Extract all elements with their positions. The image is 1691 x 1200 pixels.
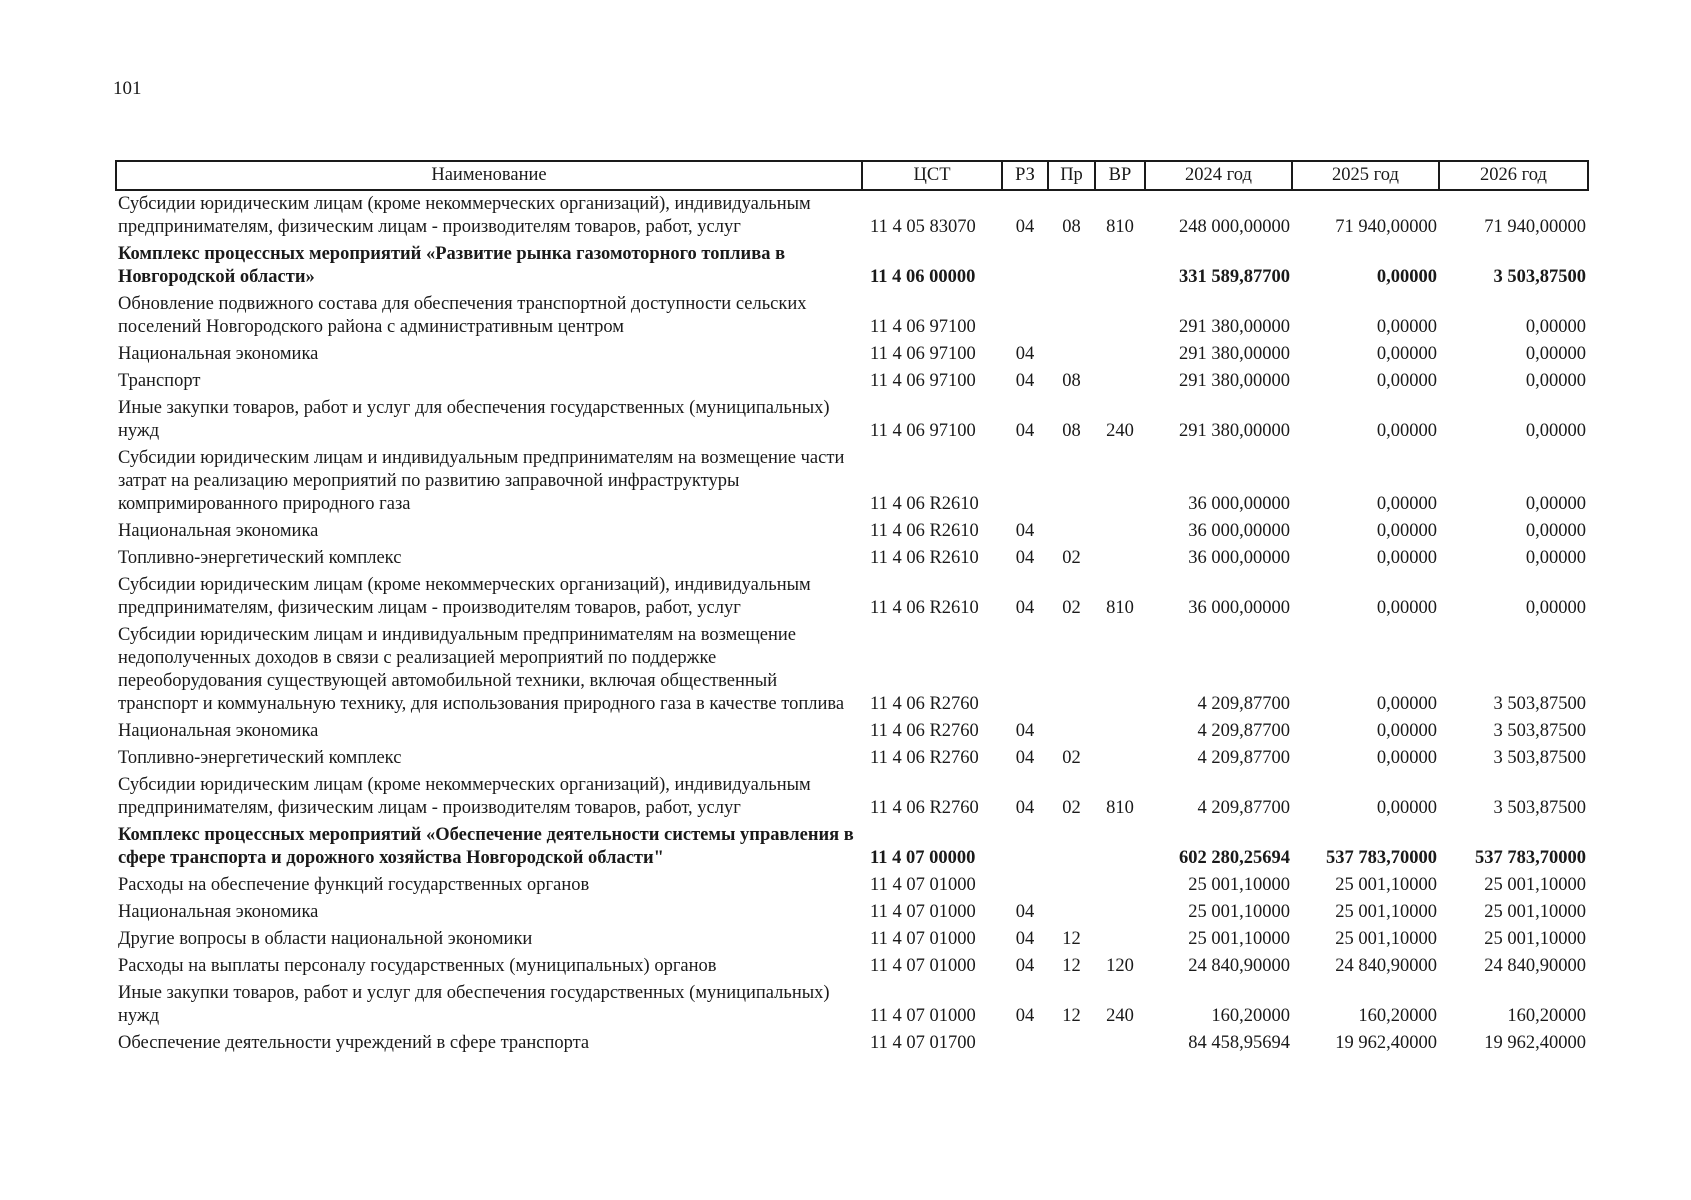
cell-pr: 02 [1062,548,1081,568]
cell-2026: 0,00000 [1525,548,1586,568]
cell-cst: 11 4 06 97100 [870,317,976,337]
cell-2026: 3 503,87500 [1493,721,1586,741]
cell-2024: 4 209,87700 [1197,694,1290,714]
cell-2025: 537 783,70000 [1326,848,1437,868]
table-row [116,926,1588,953]
cell-2024: 36 000,00000 [1188,598,1290,618]
cell-2025: 0,00000 [1376,748,1437,768]
cell-cst: 11 4 06 97100 [870,371,976,391]
cell-pr [1048,518,1095,545]
cell-cst: 11 4 06 R2610 [870,598,979,618]
table-row [116,899,1588,926]
cell-rz: 04 [1015,721,1035,741]
cell-2026: 0,00000 [1525,317,1586,337]
cell-2024: 291 380,00000 [1179,344,1290,364]
cell-cst: 11 4 06 R2760 [870,694,979,714]
cell-vr [1095,545,1145,572]
cell-rz: 04 [1015,371,1035,391]
header-vr: ВР [1095,161,1145,190]
cell-cst: 11 4 06 R2610 [870,494,979,514]
table-row [116,190,1588,241]
budget-table [115,160,1589,1057]
table-row [116,822,1588,872]
cell-2026: 160,20000 [1507,1006,1586,1026]
table-row [116,572,1588,622]
header-rz: РЗ [1002,161,1048,190]
cell-rz [1002,241,1048,291]
cell-2026: 24 840,90000 [1484,956,1586,976]
cell-vr: 240 [1106,421,1134,441]
cell-2025: 0,00000 [1376,598,1437,618]
cell-2025: 25 001,10000 [1335,875,1437,895]
cell-cst: 11 4 07 01000 [870,956,976,976]
cell-cst: 11 4 05 83070 [870,217,976,237]
cell-cst: 11 4 07 01000 [870,902,976,922]
cell-pr: 12 [1062,956,1081,976]
cell-name: Транспорт [118,371,201,391]
cell-rz: 04 [1015,1006,1035,1026]
cell-2026: 0,00000 [1525,521,1586,541]
cell-2026: 3 503,87500 [1493,748,1586,768]
cell-vr [1095,518,1145,545]
cell-rz: 04 [1015,521,1035,541]
cell-2025: 0,00000 [1376,521,1437,541]
cell-pr [1048,899,1095,926]
cell-vr [1095,718,1145,745]
cell-name: Комплекс процессных мероприятий «Обеспечение деятельности системы управления в сфере транспорта и дорожного хозяйства Новгородской области" [118,825,854,868]
cell-cst: 11 4 06 R2760 [870,721,979,741]
header-name: Наименование [116,161,862,190]
cell-2024: 36 000,00000 [1188,548,1290,568]
cell-name: Субсидии юридическим лицам (кроме некоммерческих организаций), индивидуальным предпринимателям, физическим лицам - производителям товаров, работ, услуг [118,575,811,618]
table-row [116,1030,1588,1057]
cell-rz: 04 [1015,798,1035,818]
table-row [116,745,1588,772]
cell-2025: 0,00000 [1376,721,1437,741]
cell-pr: 02 [1062,748,1081,768]
cell-2025: 24 840,90000 [1335,956,1437,976]
header-pr: Пр [1048,161,1095,190]
cell-name: Расходы на обеспечение функций государственных органов [118,875,590,895]
cell-2026: 71 940,00000 [1484,217,1586,237]
cell-rz [1002,291,1048,341]
cell-2025: 0,00000 [1376,798,1437,818]
cell-vr [1095,341,1145,368]
cell-2026: 0,00000 [1525,598,1586,618]
cell-2025: 0,00000 [1376,344,1437,364]
cell-2025: 0,00000 [1376,494,1437,514]
cell-vr: 120 [1106,956,1134,976]
table-row [116,872,1588,899]
cell-2026: 25 001,10000 [1484,902,1586,922]
cell-vr [1095,899,1145,926]
cell-2026: 3 503,87500 [1493,267,1586,287]
cell-2026: 537 783,70000 [1475,848,1586,868]
cell-rz: 04 [1015,929,1035,949]
cell-2024: 25 001,10000 [1188,929,1290,949]
cell-cst: 11 4 06 R2610 [870,548,979,568]
table-row [116,395,1588,445]
cell-pr: 08 [1062,371,1081,391]
cell-2026: 3 503,87500 [1493,798,1586,818]
cell-2024: 291 380,00000 [1179,421,1290,441]
table-row [116,445,1588,518]
cell-2026: 3 503,87500 [1493,694,1586,714]
cell-cst: 11 4 07 01000 [870,1006,976,1026]
cell-rz [1002,872,1048,899]
cell-2025: 19 962,40000 [1335,1033,1437,1053]
cell-vr [1095,622,1145,718]
header-2026: 2026 год [1439,161,1588,190]
cell-name: Обновление подвижного состава для обеспечения транспортной доступности сельских поселений Новгородского района с административным центром [118,294,807,337]
cell-2026: 0,00000 [1525,344,1586,364]
cell-rz [1002,822,1048,872]
cell-name: Обеспечение деятельности учреждений в сфере транспорта [118,1033,590,1053]
cell-rz: 04 [1015,344,1035,364]
table-header-row [116,161,1588,190]
cell-pr: 08 [1062,421,1081,441]
cell-2025: 25 001,10000 [1335,902,1437,922]
cell-2026: 0,00000 [1525,371,1586,391]
cell-vr [1095,368,1145,395]
table-row [116,772,1588,822]
cell-name: Субсидии юридическим лицам (кроме некоммерческих организаций), индивидуальным предпринимателям, физическим лицам - производителям товаров, работ, услуг [118,775,811,818]
cell-2024: 160,20000 [1211,1006,1290,1026]
cell-pr: 12 [1062,929,1081,949]
cell-rz: 04 [1015,598,1035,618]
cell-name: Топливно-энергетический комплекс [118,548,402,568]
cell-2024: 602 280,25694 [1179,848,1290,868]
cell-rz: 04 [1015,217,1035,237]
cell-2025: 0,00000 [1376,421,1437,441]
cell-name: Национальная экономика [118,902,319,922]
cell-2025: 0,00000 [1376,694,1437,714]
cell-2026: 0,00000 [1525,421,1586,441]
cell-rz [1002,445,1048,518]
cell-vr: 810 [1106,798,1134,818]
cell-vr [1095,822,1145,872]
cell-2024: 4 209,87700 [1197,721,1290,741]
cell-2025: 25 001,10000 [1335,929,1437,949]
cell-vr: 810 [1106,217,1134,237]
cell-2024: 24 840,90000 [1188,956,1290,976]
cell-2024: 291 380,00000 [1179,317,1290,337]
cell-cst: 11 4 07 01700 [870,1033,976,1053]
cell-2024: 25 001,10000 [1188,875,1290,895]
cell-2024: 36 000,00000 [1188,494,1290,514]
header-2025: 2025 год [1292,161,1439,190]
cell-cst: 11 4 06 97100 [870,344,976,364]
cell-pr [1048,341,1095,368]
cell-cst: 11 4 06 R2610 [870,521,979,541]
cell-rz [1002,622,1048,718]
header-2024: 2024 год [1145,161,1292,190]
table-row [116,291,1588,341]
cell-2024: 291 380,00000 [1179,371,1290,391]
cell-cst: 11 4 06 R2760 [870,798,979,818]
cell-2024: 36 000,00000 [1188,521,1290,541]
cell-name: Расходы на выплаты персоналу государственных (муниципальных) органов [118,956,717,976]
cell-2024: 4 209,87700 [1197,748,1290,768]
cell-rz: 04 [1015,421,1035,441]
cell-rz: 04 [1015,548,1035,568]
cell-cst: 11 4 06 97100 [870,421,976,441]
cell-pr: 02 [1062,598,1081,618]
cell-name: Иные закупки товаров, работ и услуг для обеспечения государственных (муниципальных) нужд [118,398,830,441]
cell-2024: 84 458,95694 [1188,1033,1290,1053]
cell-vr: 810 [1106,598,1134,618]
cell-name: Субсидии юридическим лицам (кроме некоммерческих организаций), индивидуальным предпринимателям, физическим лицам - производителям товаров, работ, услуг [118,194,811,237]
table-row [116,518,1588,545]
cell-cst: 11 4 07 01000 [870,929,976,949]
cell-name: Национальная экономика [118,721,319,741]
cell-2024: 331 589,87700 [1179,267,1290,287]
cell-2025: 0,00000 [1376,371,1437,391]
cell-rz: 04 [1015,956,1035,976]
cell-name: Иные закупки товаров, работ и услуг для обеспечения государственных (муниципальных) нужд [118,983,830,1026]
cell-name: Комплекс процессных мероприятий «Развитие рынка газомоторного топлива в Новгородской области» [118,244,786,287]
cell-vr [1095,241,1145,291]
table-row [116,980,1588,1030]
cell-pr [1048,445,1095,518]
table-row [116,241,1588,291]
cell-2024: 248 000,00000 [1179,217,1290,237]
cell-rz: 04 [1015,902,1035,922]
table-row [116,341,1588,368]
cell-cst: 11 4 06 00000 [870,267,976,287]
cell-name: Субсидии юридическим лицам и индивидуальным предпринимателям на возмещение части затрат на реализацию мероприятий по развитию заправочной инфраструктуры компримированного природного газа [118,448,845,514]
cell-2024: 25 001,10000 [1188,902,1290,922]
cell-name: Другие вопросы в области национальной экономики [118,929,533,949]
table-row [116,622,1588,718]
cell-2025: 0,00000 [1376,317,1437,337]
cell-2025: 0,00000 [1376,548,1437,568]
cell-vr [1095,872,1145,899]
cell-pr: 12 [1062,1006,1081,1026]
table-row [116,953,1588,980]
cell-rz: 04 [1015,748,1035,768]
cell-pr [1048,291,1095,341]
cell-vr [1095,291,1145,341]
cell-2025: 71 940,00000 [1335,217,1437,237]
cell-vr [1095,926,1145,953]
cell-2025: 160,20000 [1358,1006,1437,1026]
cell-pr [1048,718,1095,745]
cell-vr: 240 [1106,1006,1134,1026]
table-row [116,545,1588,572]
cell-name: Субсидии юридическим лицам и индивидуальным предпринимателям на возмещение недополученных доходов в связи с реализацией мероприятий по поддержке переоборудования существующей автомобильной техники, включая общественный транспорт и коммунальную технику, для использования природного газа в качестве топлива [118,625,845,714]
cell-vr [1095,445,1145,518]
cell-2025: 0,00000 [1376,267,1437,287]
cell-cst: 11 4 07 00000 [870,848,976,868]
cell-name: Топливно-энергетический комплекс [118,748,402,768]
cell-pr [1048,872,1095,899]
cell-2026: 25 001,10000 [1484,875,1586,895]
cell-name: Национальная экономика [118,521,319,541]
cell-2026: 19 962,40000 [1484,1033,1586,1053]
cell-pr [1048,1030,1095,1057]
cell-pr [1048,622,1095,718]
cell-pr: 08 [1062,217,1081,237]
cell-vr [1095,1030,1145,1057]
cell-vr [1095,745,1145,772]
cell-name: Национальная экономика [118,344,319,364]
table-row [116,368,1588,395]
cell-2024: 4 209,87700 [1197,798,1290,818]
table-row [116,718,1588,745]
page-number: 101 [113,78,142,99]
cell-cst: 11 4 06 R2760 [870,748,979,768]
cell-cst: 11 4 07 01000 [870,875,976,895]
cell-rz [1002,1030,1048,1057]
cell-pr [1048,241,1095,291]
cell-2026: 25 001,10000 [1484,929,1586,949]
header-cst: ЦСТ [862,161,1002,190]
cell-pr [1048,822,1095,872]
cell-pr: 02 [1062,798,1081,818]
cell-2026: 0,00000 [1525,494,1586,514]
